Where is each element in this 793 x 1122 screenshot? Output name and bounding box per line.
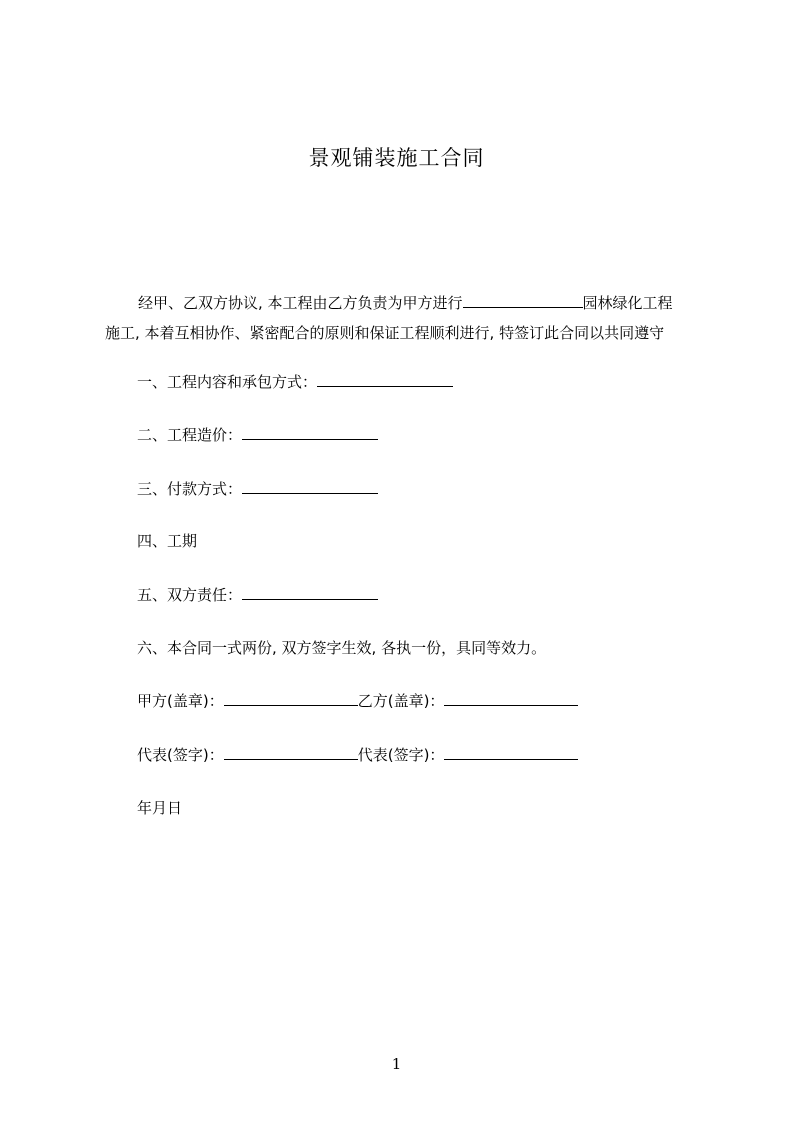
party-b-seal-label: 乙方(盖章)： — [357, 692, 445, 710]
clause-1-label: 一、工程内容和承包方式： — [137, 373, 318, 391]
clause-1 — [137, 372, 453, 392]
clause-3-blank — [242, 479, 378, 494]
rep-b-sign-label: 代表(签字)： — [357, 746, 445, 764]
clause-2-label: 二、工程造价： — [137, 426, 243, 444]
signature-line — [137, 745, 578, 765]
intro-line-1 — [105, 288, 705, 318]
clause-2 — [137, 425, 378, 445]
intro-line-2: 施工, 本着互相协作、紧密配合的原则和保证工程顺利进行, 特签订此合同以共同遵守 — [105, 324, 665, 342]
clause-4-label: 四、工期 — [137, 532, 198, 550]
date-line: 年月日 — [137, 799, 183, 817]
party-a-seal-blank — [224, 691, 358, 706]
clause-3-label: 三、付款方式： — [137, 480, 243, 498]
page-title: 景观铺装施工合同 — [308, 146, 485, 170]
intro-text-before-blank: 经甲、乙双方协议, 本工程由乙方负责为甲方进行 — [138, 294, 463, 312]
intro-paragraph — [105, 288, 705, 348]
page-number: 1 — [391, 1055, 402, 1073]
clause-6 — [137, 638, 546, 658]
clause-5-blank — [242, 585, 378, 600]
clause-6-label: 六、本合同一式两份, 双方签字生效, 各执一份，具同等效力。 — [137, 639, 547, 657]
clause-4 — [137, 531, 197, 551]
clause-1-blank — [317, 372, 453, 387]
seal-line — [137, 691, 578, 711]
clause-5 — [137, 585, 378, 605]
rep-a-sign-blank — [224, 745, 358, 760]
clause-5-label: 五、双方责任： — [137, 586, 243, 604]
party-a-seal-label: 甲方(盖章)： — [137, 692, 224, 710]
rep-a-sign-label: 代表(签字)： — [137, 746, 224, 764]
clause-3 — [137, 479, 378, 499]
intro-text-after-blank: 园林绿化工程 — [582, 294, 673, 312]
clause-2-blank — [242, 425, 378, 440]
project-name-blank — [463, 293, 583, 308]
party-b-seal-blank — [444, 691, 578, 706]
rep-b-sign-blank — [444, 745, 578, 760]
